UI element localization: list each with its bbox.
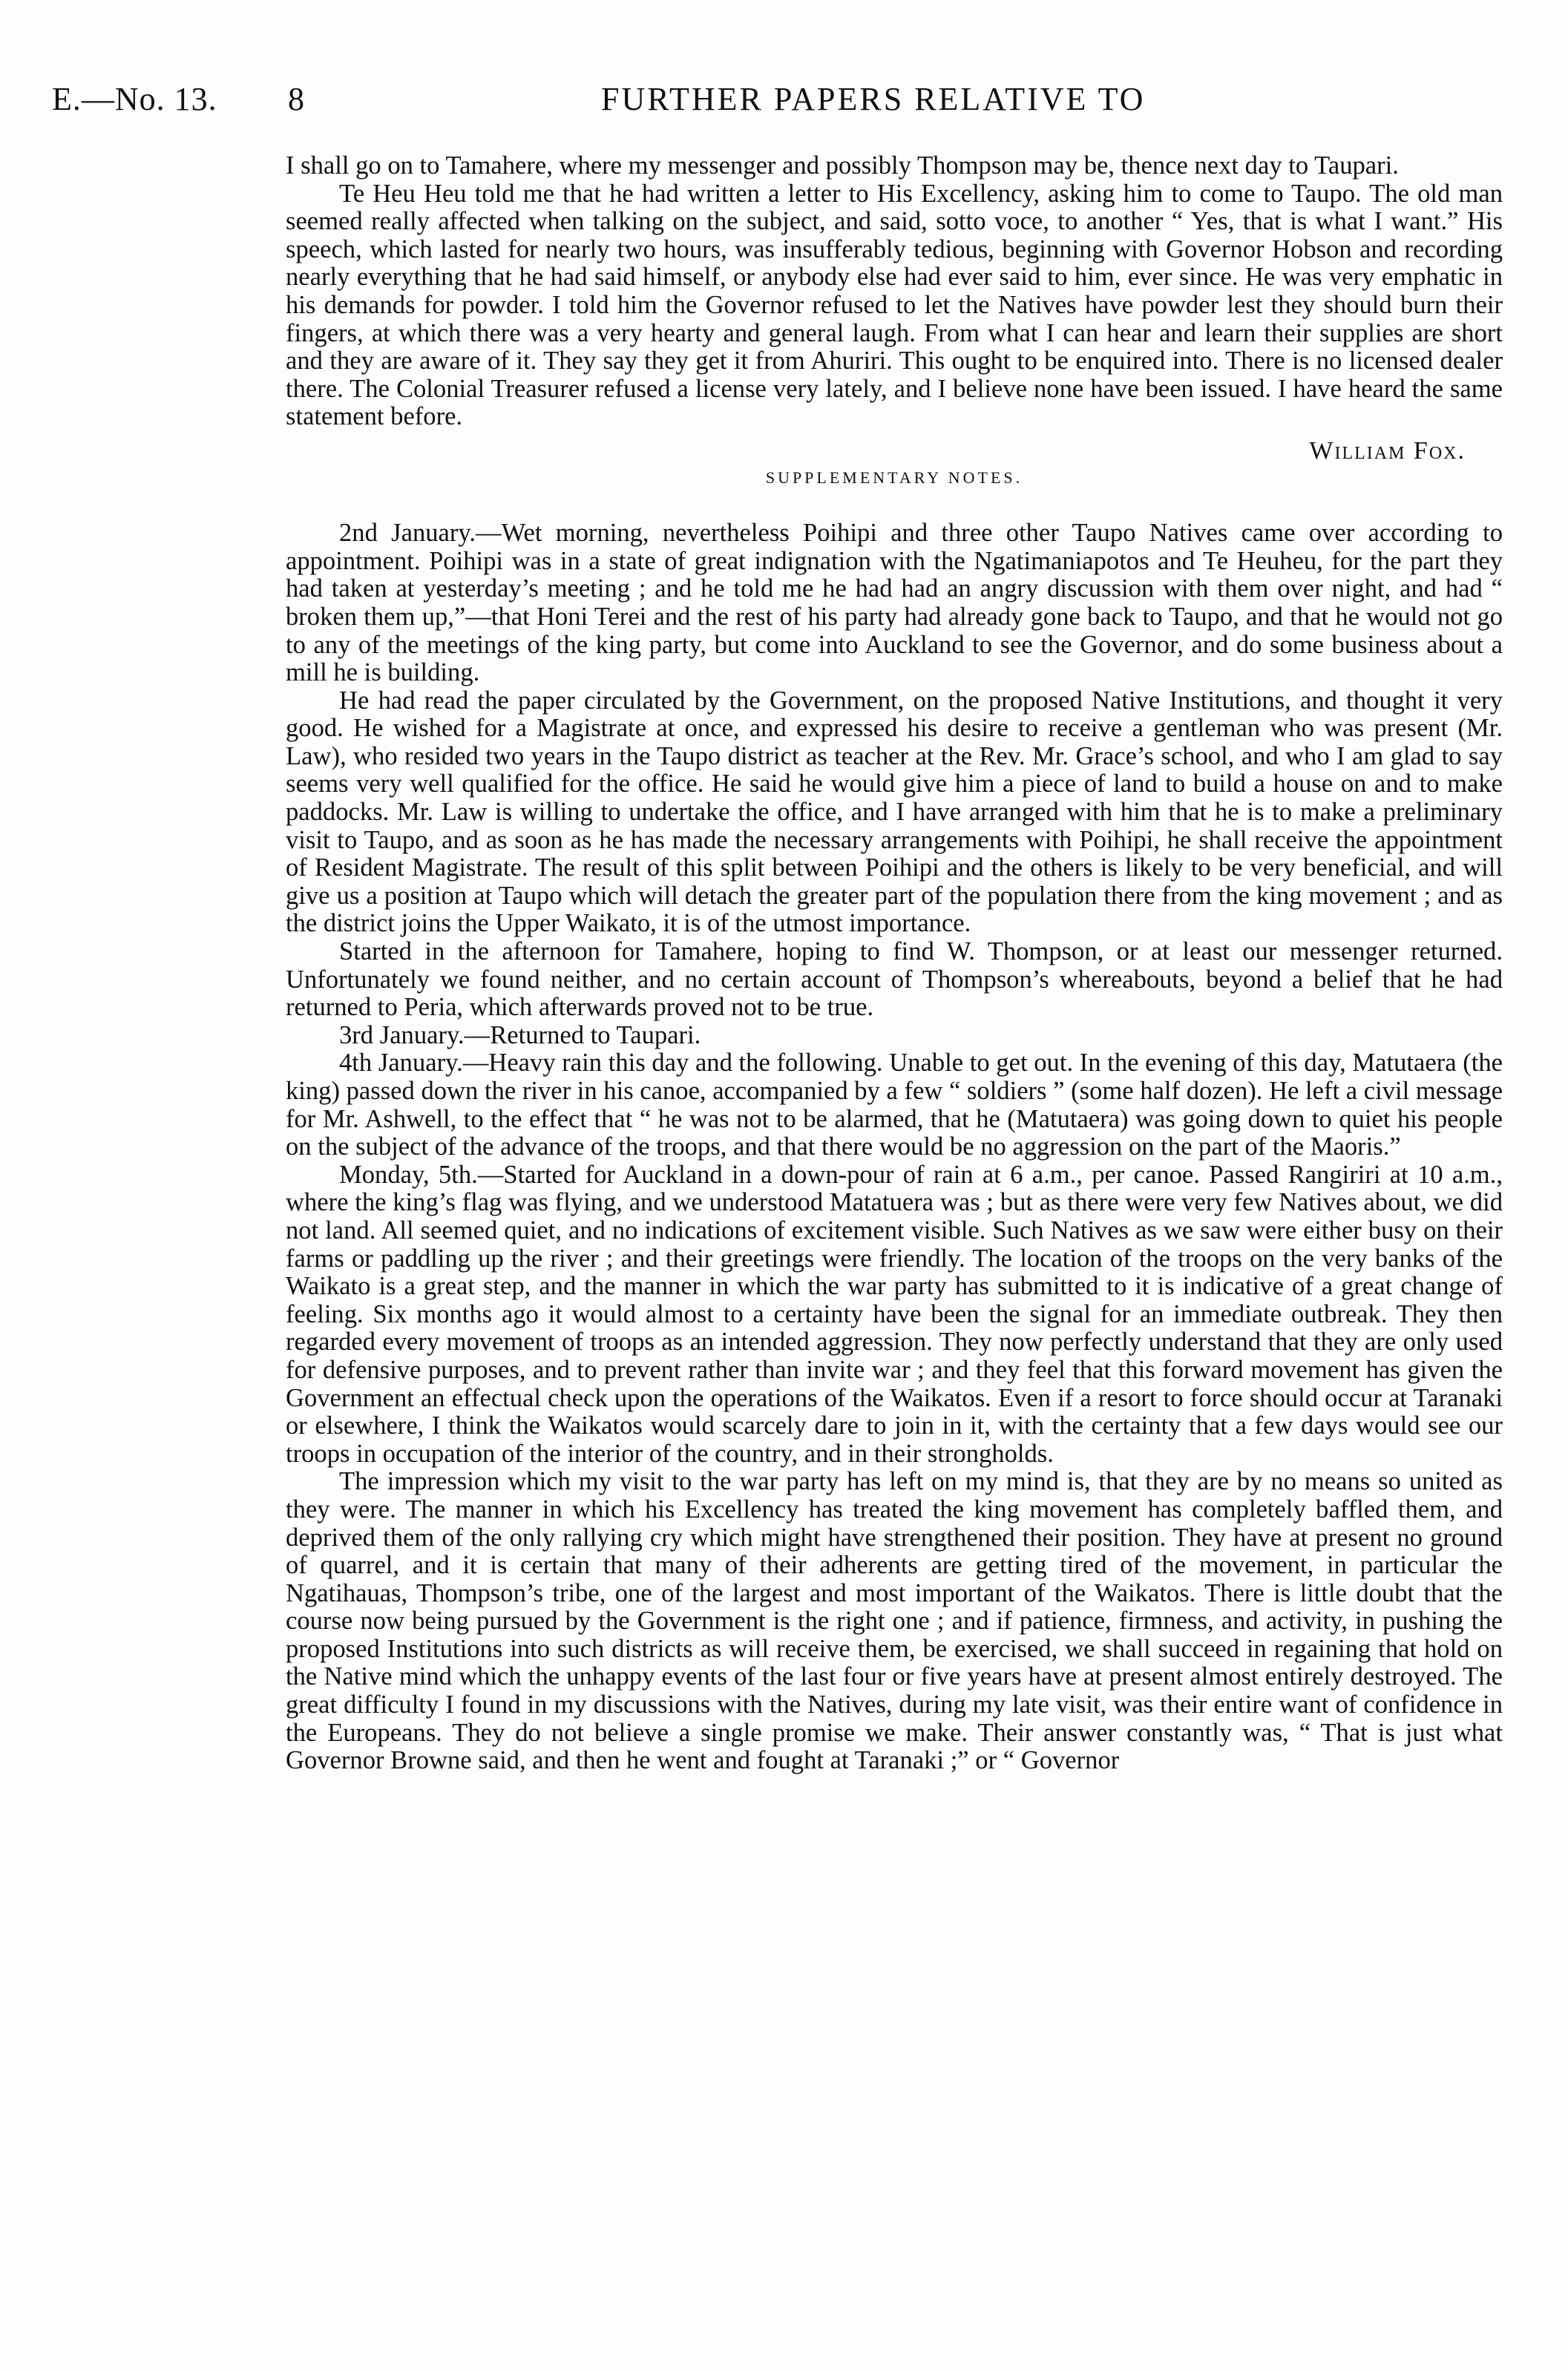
section-heading: SUPPLEMENTARY NOTES. [765,468,1023,487]
supplementary-paragraph: He had read the paper circulated by the Government, on the proposed Native Institutions, and thought it very good. He wished for a Magistrate at once, and expressed his desire to receive a gentleman who was present (Mr. Law), who resided two years in the Taupo district as teacher at the Rev. Mr. Grace’s school, and who I am glad to say seems very well qualified for the office. He said he would give him a piece of land to build a house on and to make paddocks. Mr. Law is willing to undertake the office, and I have arranged with him that he is to make a preliminary visit to Taupo, and as soon as he has made the necessary arrangements with Poihipi, he shall receive the appointment of Resident Magistrate. The result of this split between Poihipi and the others is likely to be very beneficial, and will give us a position at Taupo which will detach the greater part of the population there from the king movement ; and as the district joins the Upper Waikato, it is of the utmost importance. [286,686,1503,938]
letter-paragraph: I shall go on to Tamahere, where my messenger and possibly Thompson may be, thence next day to Taupari. [286,151,1399,180]
supplementary-paragraph: The impression which my visit to the war party has left on my mind is, that they are by no means so united as they were. The manner in which his Excellency has treated the king movement has completely baffled them, and deprived them of the only rallying cry which might have strengthened their position. They have at present no ground of quarrel, and it is certain that many of their adherents are getting tired of the movement, in particular the Ngatihauas, Thompson’s tribe, one of the largest and most important of the Waikatos. There is little doubt that the course now being pursued by the Government is the right one ; and if patience, firmness, and activity, in pushing the proposed Institutions into such districts as will receive them, be exercised, we shall succeed in regaining that hold on the Native mind which the unhappy events of the last four or five years have at present almost entirely destroyed. The great difficulty I found in my discussions with the Natives, during my late visit, was their entire want of confidence in the Europeans. They do not believe a single promise we make. Their answer constantly was, “ That is just what Governor Browne said, and then he went and fought at Taranaki ;” or “ Governor [286,1467,1503,1775]
running-head [52,80,1506,125]
document-body [286,152,1503,1775]
letter-paragraph: Te Heu Heu told me that he had written a letter to His Excellency, asking him to come to Taupo. The old man seemed really affected when talking on the subject, and said, sotto voce, to another “ Yes, that is what I want.” His speech, which lasted for nearly two hours, was insufferably tedious, beginning with Governor Hobson and recording nearly everything that he had said himself, or anybody else had ever said to him, ever since. He was very emphatic in his demands for powder. I told him the Governor refused to let the Natives have powder lest they should burn their fingers, at which there was a very hearty and general laugh. From what I can hear and learn their supplies are short and they are aware of it. They say they get it from Ahuriri. This ought to be enquired into. There is no licensed dealer there. The Colonial Treasurer refused a license very lately, and I believe none have been issued. I have heard the same statement before. [286,179,1503,431]
signature: William Fox. [1309,436,1466,465]
supplementary-paragraph: Monday, 5th.—Started for Auckland in a down-pour of rain at 6 a.m., per canoe. Passed Rangiriri at 10 a.m., where the king’s flag was flying, and we understood Matatuera was ; but as there were very few Natives about, we did not land. All seemed quiet, and no indications of excitement visible. Such Natives as we saw were either busy on their farms or paddling up the river ; and their greetings were friendly. The location of the troops on the very banks of the Waikato is a great step, and the manner in which the war party has submitted to it is indicative of a great change of feeling. Six months ago it would almost to a certainty have been the signal for an immediate outbreak. They then regarded every movement of troops as an intended aggression. They now perfectly understand that they are only used for defensive purposes, and to prevent rather than invite war ; and they feel that this forward movement has given the Government an effectual check upon the operations of the Waikatos. Even if a resort to force should occur at Taranaki or elsewhere, I think the Waikatos would scarcely dare to join in it, with the certainty that a few days would see our troops in occupation of the interior of the country, and in their strongholds. [286,1160,1503,1468]
running-title: FURTHER PAPERS RELATIVE TO [601,81,1146,117]
supplementary-paragraph: Started in the afternoon for Tamahere, hoping to find W. Thompson, or at least our messenger returned. Unfortunately we found neither, and no certain account of Thompson’s whereabouts, beyond a belief that he had returned to Peria, which afterwards proved not to be true. [286,937,1503,1022]
supplementary-paragraph: 3rd January.—Returned to Taupari. [339,1020,701,1049]
page-number: 8 [288,81,305,117]
series-number: E.—No. 13. [52,81,217,117]
supplementary-paragraph: 2nd January.—Wet morning, nevertheless Poihipi and three other Taupo Natives came over according to appointment. Poihipi was in a state of great indignation with the Ngatimaniapotos and Te Heuheu, for the part they had taken at yesterday’s meeting ; and he told me he had had an angry discussion with them over night, and had “ broken them up,”—that Honi Terei and the rest of his party had already gone back to Taupo, and that he would not go to any of the meetings of the king party, but come into Auckland to see the Governor, and do some business about a mill he is building. [286,519,1503,687]
supplementary-paragraph: 4th January.—Heavy rain this day and the following. Unable to get out. In the evening of this day, Matutaera (the king) passed down the river in his canoe, accompanied by a few “ soldiers ” (some half dozen). He left a civil message for Mr. Ashwell, to the effect that “ he was not to be alarmed, that he (Matutaera) was going down to quiet his people on the subject of the advance of the troops, and that there would be no aggression on the part of the Maoris.” [286,1049,1503,1161]
